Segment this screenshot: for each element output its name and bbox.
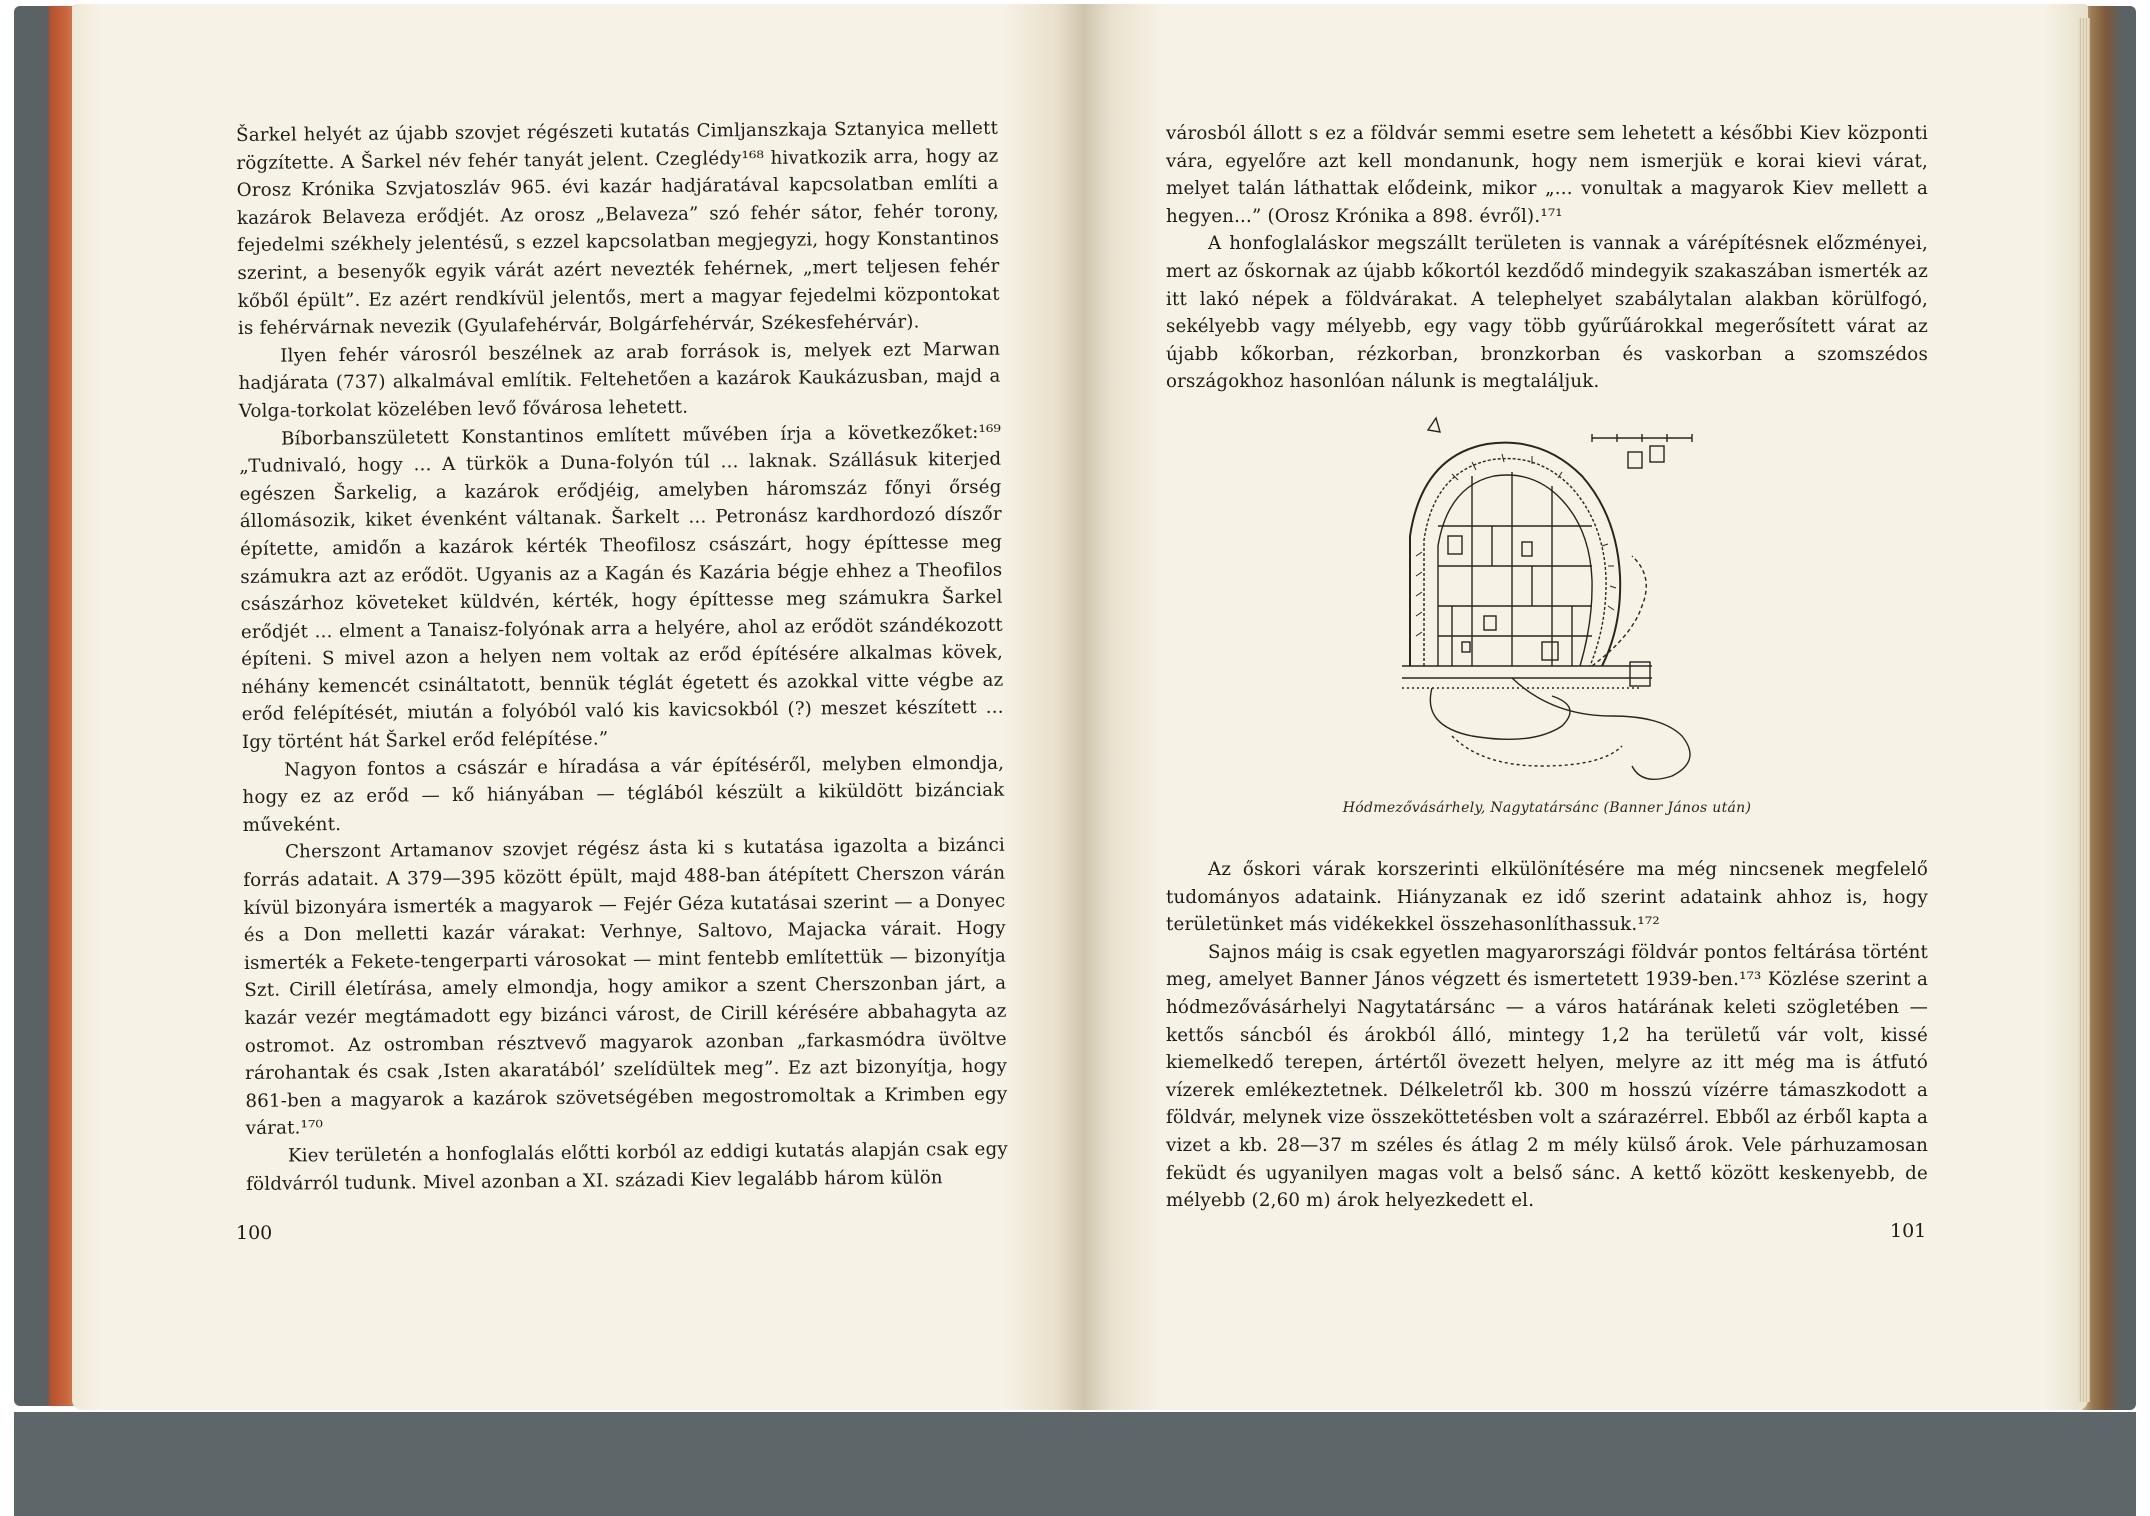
paragraph: Ilyen fehér városról beszélnek az arab források is, melyek ezt Marwan hadjárata (737) alkalmával említik. Feltehetően a kazárok Kaukázusban, majd a Volga-torkolat közelében levő fővárosa lehetett. <box>238 338 1001 422</box>
book-cover-right <box>2082 6 2136 1410</box>
right-page-text-top <box>1166 120 1928 396</box>
paragraph: városból állott s ez a földvár semmi esetre sem lehetett a későbbi Kiev központi vára, egyelőre azt kell mondanunk, hogy nem ismerjük e korai kievi várat, melyet talán láthattak elődeink, mikor „... vonultak a magyarok Kiev mellett a hegyen...” (Orosz Krónika a 898. évről).¹⁷¹ <box>1166 123 1928 227</box>
book-cover-left <box>14 6 80 1406</box>
paragraph: Šarkel helyét az újabb szovjet régészeti kutatás Cimljanszkaja Sztanyica mellett rögzítette. A Šarkel név fehér tanyát jelent. Czeglédy¹⁶⁸ hivatkozik arra, hogy az Orosz Krónika Szvjatoszláv 965. évi kazár hadjáratával kapcsolatban említi a kazárok Belaveza erődjét. Az orosz „Belaveza” szó fehér sátor, fehér torony, fejedelmi székhely jelentésű, s ezzel kapcsolatban megjegyzi, hogy Konstantinos szerint, a besenyők egyik várát azért nevezték fehérnek, „mert teljesen fehér kőből épült”. Ez azért rendkívül jelentős, mert a magyar fejedelmi központokat is fehérvárnak nevezik (Gyulafehérvár, Bolgárfehérvár, Székesfehérvár). <box>236 117 1000 340</box>
left-page-text <box>236 115 1008 1198</box>
figure-caption: Hódmezővásárhely, Nagytatársánc (Banner János után) <box>1342 800 1752 816</box>
paragraph: Bíborbanszületett Konstantinos említett művében írja a következőket:¹⁶⁹ „Tudnivaló, hogy ... A türkök a Duna-folyón túl ... laknak. Szállásuk kiterjed egészen Šarkelig, a kazárok erődjéig, amelyben háromszáz főnyi őrség állomásozik, kiket évenként váltanak. Šarkelt ... Petronász kardhordozó díszőr építette, amidőn a kazárok kérték Theofilosz császárt, hogy építtesse meg számukra azt az erődöt. Ugyanis az a Kagán és Kazária bégje ehhez a Theofilos császárhoz követeket küldvén, kérték, hogy építtesse meg számukra Šarkel erődjét ... elment a Tanaisz-folyónak arra a helyére, ahol az erődöt szándékozott építeni. S mivel azon a helyen nem voltak az erőd építésére alkalmas kövek, néhány kemencét csináltatott, bennük téglát égetett és azokkal vitte végbe az erőd felépítését, miután a folyóból való kis kavicsokból (?) meszet készített ... Igy történt hát Šarkel erőd felépítése.” <box>239 421 1004 754</box>
fort-plan-figure <box>1392 416 1742 806</box>
right-page-text-bottom <box>1166 856 1928 1215</box>
page-number-right: 101 <box>1890 1220 1927 1242</box>
page-edges <box>2078 18 2090 1402</box>
paragraph: Cherszont Artamanov szovjet régész ásta ki s kutatása igazolta a bizánci forrás adatait. A 379—395 között épült, majd 488-ban átépített Cherszon várán kívül bizonyára ismerték a magyarok — Fejér Géza kutatásai szerint — a Donyec és a Don melletti kazár várakat: Verhnye, Saltovo, Majacka várait. Hogy ismerték a Fekete-tengerparti városokat — mint fentebb említettük — bizonyítja Szt. Cirill életírása, amely elmondja, hogy amikor a szent Cherszonban járt, a kazár vezér megtámadott egy bizánci várost, de Cirill kérésére abbahagyta az ostromot. Az ostromban résztvevő magyarok azonban „farkasmódra üvöltve rárohantak és csak ‚Isten akaratából’ szelídültek meg”. Ez azt bizonyítja, hogy 861-ben a magyarok a kazárok szövetségében megostromoltak a Krimben egy várat.¹⁷⁰ <box>243 835 1008 1140</box>
paragraph: Kiev területén a honfoglalás előtti korból az eddigi kutatás alapján csak egy földvárról tudunk. Mivel azonban a XI. századi Kiev legalább három külön <box>246 1138 1008 1195</box>
paragraph: Az őskori várak korszerinti elkülönítésére ma még nincsenek megfelelő tudományos adataink. Hiányzanak ez idő szerint adataink ahhoz is, hogy területünket más vidékekkel összehasonlíthassuk.¹⁷² <box>1166 859 1928 936</box>
paragraph: A honfoglaláskor megszállt területen is vannak a várépítésnek előzményei, mert az őskornak az újabb kőkortól kezdődő mindegyik szakaszában ismerték az itt lakó népek a földvárakat. A telephelyet szabálytalan alakban körülfogó, sekélyebb vagy mélyebb, egy vagy több gyűrűárokkal megerősített várat az újabb kőkorban, rézkorban, bronzkorban és vaskorban a szomszédos országokhoz hasonlóan nálunk is megtaláljuk. <box>1166 233 1928 393</box>
paragraph: Nagyon fontos a császár e híradása a vár építéséről, melyben elmondja, hogy ez az erőd — kő hiányában — téglából készült a kiküldött bizánciak műveként. <box>242 752 1005 836</box>
page-number-left: 100 <box>236 1222 273 1244</box>
table-surface <box>14 1412 2136 1516</box>
paragraph: Sajnos máig is csak egyetlen magyarországi földvár pontos feltárása történt meg, amelyet Banner János végzett és ismertetett 1939-ben.¹⁷³ Közlése szerint a hódmezővásárhelyi Nagytatársánc — a város határának keleti szögletében — kettős sáncból és árokból álló, mintegy 1,2 ha területű vár volt, kissé kiemelkedő terepen, ártértől övezett helyen, melyre az itt még ma is átfutó vízerek emlékeztetnek. Délkeletről kb. 300 m hosszú vízérre támaszkodott a földvár, melynek vize összeköttetésben volt a szárazérrel. Ebből az érből kapta a vizet a kb. 28—37 m széles és átlag 2 m mély külső árok. Vele párhuzamosan feküdt és ugyanilyen magas volt a belső sánc. A kettő között keskenyebb, de mélyebb (2,60 m) árok helyezkedett el. <box>1166 941 1928 1212</box>
